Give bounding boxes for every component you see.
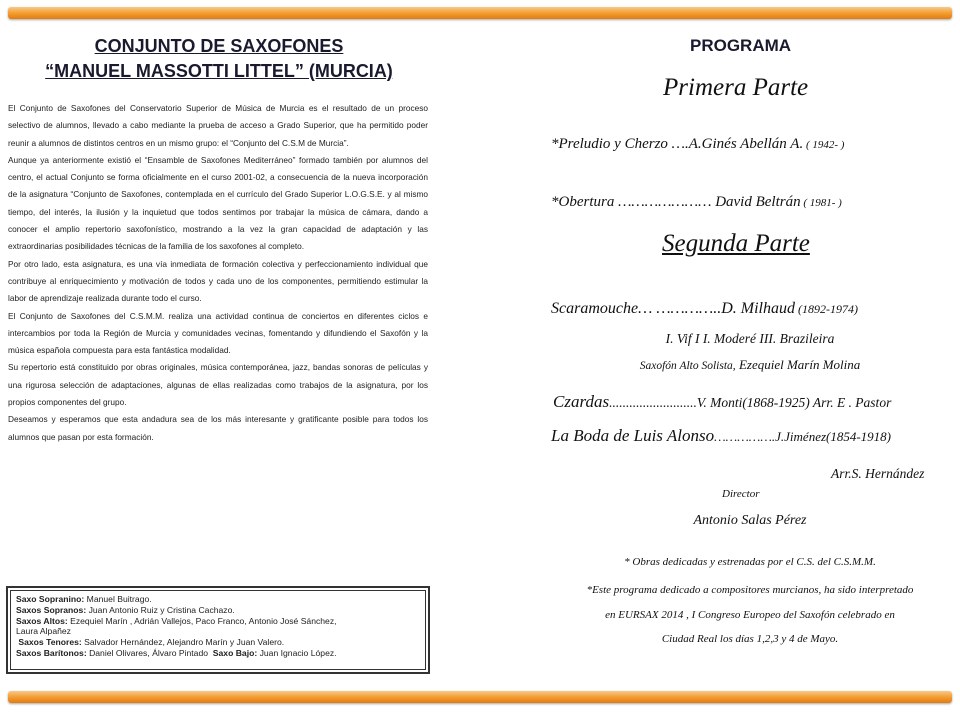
arrangement-credit: Arr.S. Hernández [831, 466, 925, 481]
description-paragraph: El Conjunto de Saxofones del Conservatorio Superior de Música de Murcia es el resultado de un proceso selectivo de alumnos, llevado a cabo mediante la prueba de acceso a Grado Superior, que ha permitido poder reunir a alumnos de distintos centros en un mismo grupo: el “Conjunto del C.S.M de Murcia”. [8, 103, 428, 148]
note-line-2: *Este programa dedicado a compositores murcianos, ha sido interpretado [586, 584, 914, 596]
program-item-czardas: Czardas..........................V. Monti(1868-1925) Arr. E . Pastor [553, 392, 892, 411]
description-paragraph: El Conjunto de Saxofones del C.S.M.M. realiza una actividad continua de conciertos en diferentes ciclos e intercambios por toda la Región de Murcia y comunidades vecinas, fomentando y difundiendo el Saxofón y la música española compuesta para esta fantástica modalidad. [8, 310, 428, 356]
roster-line-sopranos: Saxos Sopranos: Juan Antonio Ruiz y Cristina Cachazo. [16, 604, 235, 615]
top-decorative-bar [8, 7, 952, 19]
first-part-heading: Primera Parte [663, 74, 809, 101]
roster-line-baritonos: Saxos Barítonos: Daniel Olivares, Álvaro Pintado Saxo Bajo: Juan Ignacio López. [16, 647, 337, 658]
description-paragraph: Aunque ya anteriormente existió el “Ensamble de Saxofones Mediterráneo” formado también por alumnos del centro, el actual Conjunto se forma oficialmente en el curso 2001-02, a consecuencia de la nueva incorporación de la asignatura “Conjunto de Saxofones, contemplada en el currículo del Grado Superior L.O.G.S.E. y al mismo tiempo, del interés, la ilusión y la inquietud que todos sentimos por trabajar la música de cámara, dando a conocer el amplio repertorio saxofonístico, mostrando a la vez la gran capacidad de adaptación y las extraordinarias posibilidades técnicas de la familia de los saxofones al completo. [8, 154, 428, 252]
description-paragraph: Por otro lado, esta asignatura, es una vía inmediata de formación colectiva y perfeccionamiento individual que contribuye al enriquecimiento y motivación de todos y cada uno de los componentes, permitiendo estimular la labor de aprendizaje realizada durante todo el curso. [8, 258, 428, 304]
ensemble-description [6, 100, 432, 446]
director-name: Antonio Salas Pérez [693, 513, 807, 528]
roster-line-altos: Saxos Altos: Ezequiel Marín , Adrián Vallejos, Paco Franco, Antonio José Sánchez, Laura Alpañez [16, 615, 337, 637]
program-item-preludio: *Preludio y Cherzo ….A.Ginés Abellán A. ( 1942- ) [551, 136, 845, 152]
members-roster-box [6, 586, 430, 674]
program-heading: PROGRAMA [690, 36, 792, 55]
soloist-line: Saxofón Alto Solista, Ezequiel Marín Molina [639, 357, 861, 372]
ensemble-title-line1: CONJUNTO DE SAXOFONES [94, 36, 344, 56]
scaramouche-movements: I. Vif I I. Moderé III. Brazileira [665, 331, 835, 346]
director-label: Director [722, 488, 760, 500]
note-line-3: en EURSAX 2014 , I Congreso Europeo del Saxofón celebrado en [605, 609, 895, 621]
ensemble-title-line2: “MANUEL MASSOTTI LITTEL” (MURCIA) [45, 61, 393, 81]
bottom-decorative-bar [8, 691, 952, 703]
description-paragraph: Su repertorio está constituido por obras originales, música contemporánea, jazz, bandas sonoras de películas y una rigurosa selección de adaptaciones, algunas de ellas realizadas como trabajos de la asignatura, por los propios componentes del grupo. [8, 362, 428, 408]
description-paragraph: Deseamos y esperamos que esta andadura sea de los más interesante y gratificante posible para todos los alumnos que pasan por esta formación. [8, 414, 428, 442]
note-line-1: * Obras dedicadas y estrenadas por el C.S. del C.S.M.M. [624, 556, 876, 568]
ensemble-info-column [6, 34, 432, 446]
second-part-heading: Segunda Parte [662, 230, 810, 257]
program-item-obertura: *Obertura ………………… David Beltrán ( 1981- ) [551, 194, 842, 210]
roster-line-sopranino: Saxo Sopranino: Manuel Buitrago. [16, 594, 152, 604]
note-line-4: Ciudad Real los días 1,2,3 y 4 de Mayo. [661, 633, 839, 645]
program-item-boda: La Boda de Luis Alonso…………….J.Jiménez(1854-1918) [551, 426, 892, 445]
roster-line-tenores: Saxos Tenores: Salvador Hernández, Alejandro Marín y Juan Valero. [18, 637, 285, 648]
program-item-scaramouche: Scaramouche… …………..D. Milhaud (1892-1974) [551, 300, 858, 317]
